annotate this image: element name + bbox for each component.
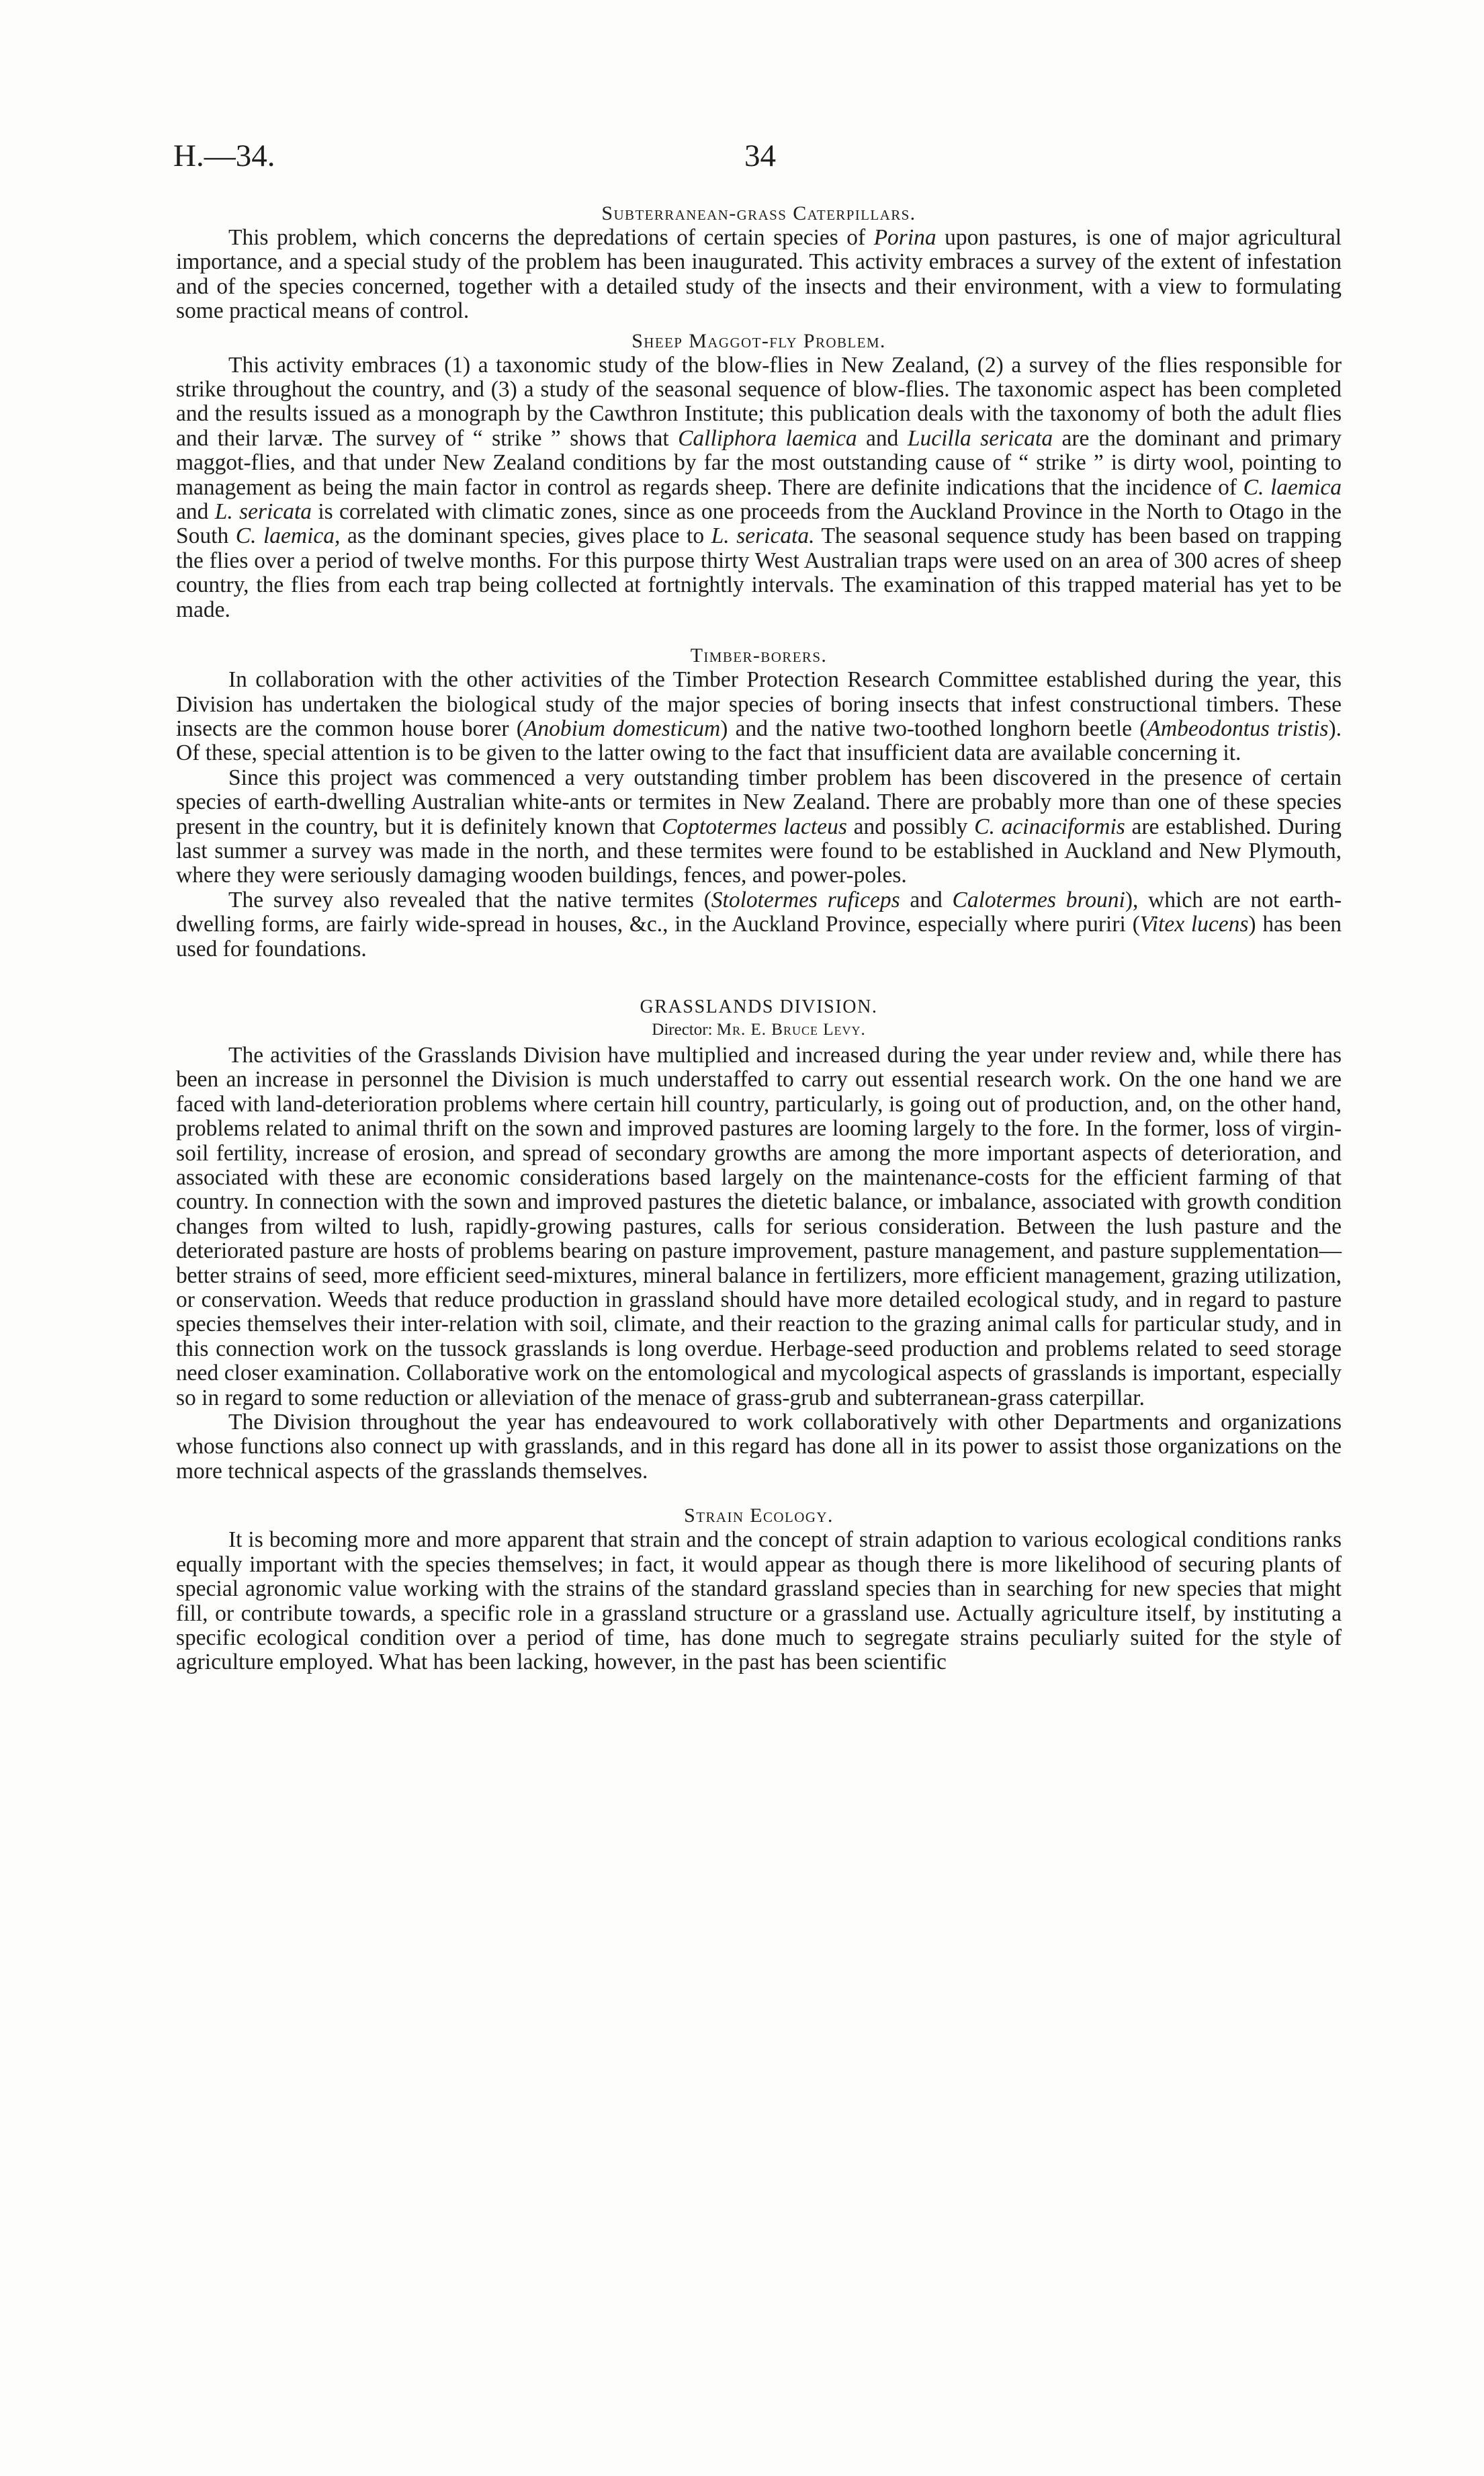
paragraph: This problem, which concerns the depredations of certain species of Porina upon pastures, is one of major agricultural importance, and a special study of the problem has been inaugurated. This activity embraces a survey of the extent of infestation and of the species concerned, together with a detailed study of the insects and their environment, with a view to formulating some practical means of control.: [176, 225, 1342, 324]
section-heading: Timber-borers.: [690, 644, 828, 667]
section-sheep-maggot-fly: [176, 329, 1342, 622]
section-timber-borers: [176, 644, 1342, 962]
page-body: [176, 202, 1342, 1675]
section-subterranean-grass-caterpillars: [176, 202, 1342, 324]
section-heading: Sheep Maggot-fly Problem.: [631, 329, 886, 352]
director-label: Director:: [652, 1020, 713, 1039]
section-strain-ecology: [176, 1504, 1342, 1674]
director-name: Mr. E. Bruce Levy.: [716, 1020, 866, 1039]
director-line: [176, 1019, 1342, 1041]
paragraph: The Division throughout the year has endeavoured to work collaboratively with other Departments and organizations whose functions also connect up with grasslands, and in this regard has done all in its power to assist those organizations on the more technical aspects of the grasslands themselves.: [176, 1410, 1342, 1484]
paragraph: Since this project was commenced a very outstanding timber problem has been discovered in the presence of certain species of earth-dwelling Australian white-ants or termites in New Zealand. There are probably more than one of these species present in the country, but it is definitely known that Coptotermes lacteus and possibly C. acinaciformis are established. During last summer a survey was made in the north, and these termites were found to be established in Auckland and New Plymouth, where they were seriously damaging wooden buildings, fences, and power-poles.: [176, 765, 1342, 888]
paragraph: The survey also revealed that the native termites (Stolotermes ruficeps and Calotermes brouni), which are not earth-dwelling forms, are fairly wide-spread in houses, &c., in the Auckland Province, especially where puriri (Vitex lucens) has been used for foundations.: [176, 887, 1342, 962]
paragraph: The activities of the Grasslands Division have multiplied and increased during the year under review and, while there has been an increase in personnel the Division is much understaffed to carry out essential research work. On the one hand we are faced with land-deterioration problems where certain hill country, particularly, is going out of production, and, on the other hand, problems related to animal thrift on the sown and improved pastures are looming largely to the fore. In the former, loss of virgin-soil fertility, increase of erosion, and spread of secondary growths are among the more important aspects of deterioration, and associated with these are economic considerations based largely on the maintenance-costs for the efficient farming of that country. In connection with the sown and improved pastures the dietetic balance, or imbalance, associated with growth condition changes from wilted to lush, rapidly-growing pastures, calls for serious consideration. Between the lush pasture and the deteriorated pasture are hosts of problems bearing on pasture improvement, pasture management, and pasture supplementation—better strains of seed, more efficient seed-mixtures, mineral balance in fertilizers, more efficient management, grazing utilization, or conservation. Weeds that reduce production in grassland should have more detailed ecological study, and in regard to pasture species themselves their inter-relation with soil, climate, and their reaction to the grazing animal calls for particular study, and in this connection work on the tussock grasslands is long overdue. Herbage-seed production and problems related to seed storage need closer examination. Collaborative work on the entomological and mycological aspects of grasslands is important, especially so in regard to some reduction or alleviation of the menace of grass-grub and subterranean-grass caterpillar.: [176, 1042, 1342, 1410]
section-grasslands-division: [176, 995, 1342, 1484]
paragraph: In collaboration with the other activities of the Timber Protection Research Committee established during the year, this Division has undertaken the biological study of the major species of boring insects that infest constructional timbers. These insects are the common house borer (Anobium domesticum) and the native two-toothed longhorn beetle (Ambeodontus tristis). Of these, special attention is to be given to the latter owing to the fact that insufficient data are available concerning it.: [176, 667, 1342, 766]
section-heading: Subterranean-grass Caterpillars.: [601, 202, 916, 224]
document-reference: H.—34.: [173, 138, 275, 173]
section-heading: Strain Ecology.: [684, 1504, 834, 1527]
paragraph: It is becoming more and more apparent that strain and the concept of strain adaption to various ecological conditions ranks equally important with the species themselves; in fact, it would appear as though there is more likelihood of securing plants of special agronomic value working with the strains of the standard grassland species than in searching for new species that might fill, or contribute towards, a specific role in a grassland structure or a grassland use. Actually agriculture itself, by instituting a specific ecological condition over a period of time, has done much to segregate strains peculiarly suited for the style of agriculture employed. What has been lacking, however, in the past has been scientific: [176, 1527, 1342, 1675]
paragraph: This activity embraces (1) a taxonomic study of the blow-flies in New Zealand, (2) a survey of the flies responsible for strike throughout the country, and (3) a study of the seasonal sequence of blow-flies. The taxonomic aspect has been completed and the results issued as a monograph by the Cawthron Institute; this publication deals with the taxonomy of both the adult flies and their larvæ. The survey of “ strike ” shows that Calliphora laemica and Lucilla sericata are the dominant and primary maggot-flies, and that under New Zealand conditions by far the most outstanding cause of “ strike ” is dirty wool, pointing to management as being the main factor in control as regards sheep. There are definite indications that the incidence of C. laemica and L. sericata is correlated with climatic zones, since as one proceeds from the Auckland Province in the North to Otago in the South C. laemica, as the dominant species, gives place to L. sericata. The seasonal sequence study has been based on trapping the flies over a period of twelve months. For this purpose thirty West Australian traps were used on an area of 300 acres of sheep country, the flies from each trap being collected at fortnightly intervals. The examination of this trapped material has yet to be made.: [176, 352, 1342, 622]
page-number: 34: [744, 138, 776, 173]
division-heading: GRASSLANDS DIVISION.: [640, 996, 878, 1017]
